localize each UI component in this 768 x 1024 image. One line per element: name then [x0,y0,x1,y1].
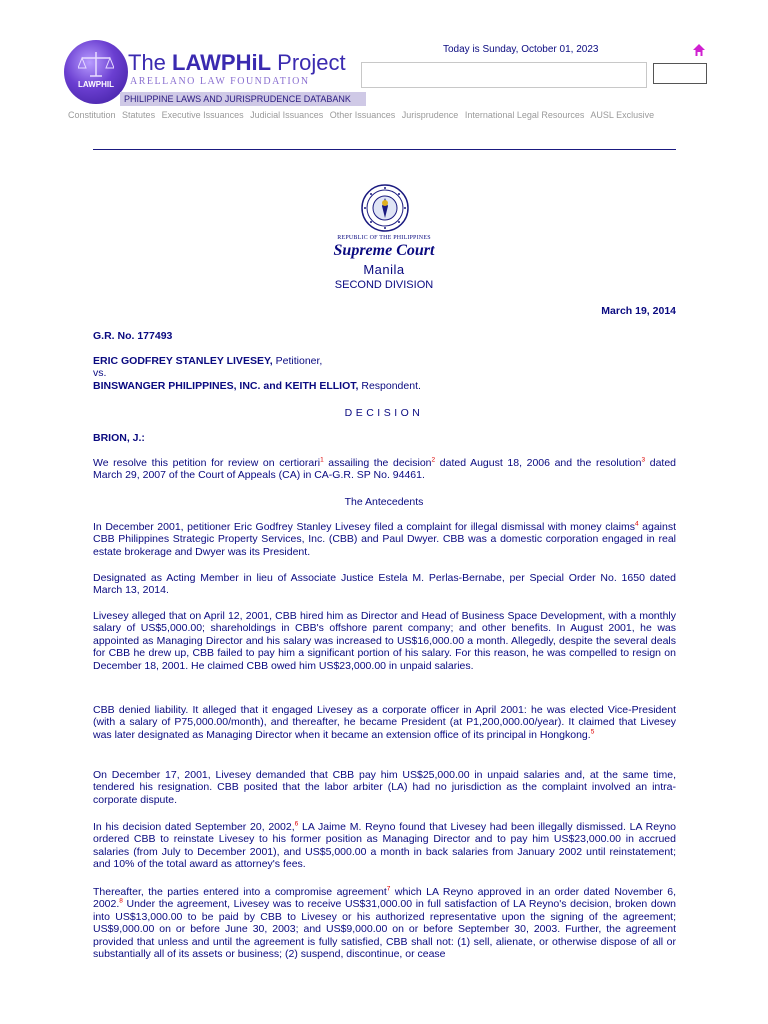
paragraph-4: Livesey alleged that on April 12, 2001, CBB hired him as Director and Head of Business Space Development, with a monthly salary of US$5,000.00; shareholdings in CBB's offshore parent company; and other benefits. In August 2001, he was appointed as Managing Director and his salary was increased to US$16,000.00 a month. Allegedly, despite the several deals for CBB he drew up, CBB failed to pay him a significant portion of his salary. For this reason, he was compelled to resign on December 18, 2001. He claimed CBB owed him US$23,000.00 in unpaid salaries. [93,610,676,672]
logo-databank: PHILIPPINE LAWS AND JURISPRUDENCE DATABANK [120,92,366,106]
nav-international-legal-resources[interactable]: International Legal Resources [464,110,585,120]
ponente: BRION, J.: [93,432,145,444]
footnote-link-8[interactable]: 8 [119,897,123,905]
main-nav [68,110,658,120]
nav-other-issuances[interactable]: Other Issuances [329,110,396,120]
republic-label: REPUBLIC OF THE PHILIPPINES [337,235,431,241]
court-city: Manila [363,262,405,277]
respondent-name: BINSWANGER PHILIPPINES, INC. and KEITH ELLIOT, [93,379,359,392]
scales-icon [78,50,114,80]
petitioner-name: ERIC GODFREY STANLEY LIVESEY, [93,355,273,367]
nav-statutes[interactable]: Statutes [122,110,156,120]
logo-title: The LAWPHiL Project [128,50,346,75]
footnote-link-5[interactable]: 5 [590,728,595,736]
paragraph-6: On December 17, 2001, Livesey demanded that CBB pay him US$25,000.00 in unpaid salaries and, at the same time, tendered his resignation. CBB posited that the labor arbiter (LA) had no jurisdiction as the complaint involved an intra-corporate dispute. [93,769,676,806]
search-button[interactable] [653,63,707,84]
paragraph-2: In December 2001, petitioner Eric Godfrey Stanley Livesey filed a complaint for illegal dismissal with money claims$^4$ against CBB Philippines Strategic Property Services, Inc. (CBB) and Paul Dwyer. CBB was a domestic corporation engaged in real estate brokerage and Dwyer was its President. [93,520,676,558]
nav-executive-issuances[interactable]: Executive Issuances [161,110,244,120]
case-parties [93,355,676,392]
nav-ausl-exclusive[interactable]: AUSL Exclusive [590,110,655,120]
paragraph-1: We resolve this petition for review on certiorari$^1$ assailing the decision$^2$ dated August 18, 2006 and the resolution$^3$ dated March 29, 2007 of the Court of Appeals (CA) in CA-G.R. SP No. 94461. [93,456,677,482]
header-divider [93,149,676,150]
decision-heading: DECISION [344,407,424,419]
nav-jurisprudence[interactable]: Jurisprudence [401,110,459,120]
footnote-link-2[interactable]: 2 [431,456,436,464]
search-input[interactable] [361,62,647,88]
nav-judicial-issuances[interactable]: Judicial Issuances [250,110,324,120]
paragraph-7: In his decision dated September 20, 2002,$^6$ LA Jaime M. Reyno found that Livesey had been illegally dismissed. LA Reyno ordered CBB to reinstate Livesey to his former position as Managing Director and to pay him US$23,000.00 in accrued salaries (from July to December 2001), and US$5,000.00 a month in back salaries from January 2002 until reinstatement; and 10% of the total award as attorney's fees. [93,820,676,871]
paragraph-5: CBB denied liability. It alleged that it engaged Livesey as a corporate officer in April 2001: he was elected Vice-President (with a salary of P75,000.00/month), and thereafter, he became President (at P1,200,000.00/year). It claimed that Livesey was later designated as Managing Director when it became an extension office of its principal in Hongkong.$^5$ [93,704,676,741]
petitioner-role: Petitioner, [272,355,323,367]
footnote-link-1[interactable]: 1 [320,456,324,464]
nav-constitution[interactable]: Constitution [68,110,116,120]
paragraph-8: Thereafter, the parties entered into a compromise agreement$^7$ which LA Reyno approved in an order dated November 6, 2002.$^8$ Under the agreement, Livesey was to receive US$31,000.00 in full satisfaction of LA Reyno's decision, broken down into US$13,000.00 to be paid by CBB to Livesey or his authorized representative upon the signing of the agreement; US$9,000.00 on or before June 30, 2003; and US$9,000.00 on or before September 30, 2003. Further, the agreement provided that unless and until the agreement is fully satisfied, CBB shall not: (1) sell, alienate, or otherwise dispose of all or substantially all of its assets or business; (2) suspend, discontinue, or cease [93,885,676,961]
footnote-link-4[interactable]: 4 [634,520,639,528]
supreme-court-seal-icon [361,184,409,232]
logo-badge: LAWPHIL [78,80,114,89]
decision-date: March 19, 2014 [601,305,676,317]
court-name: Supreme Court [333,242,435,259]
logo-emblem [64,40,128,104]
logo-foundation: ARELLANO LAW FOUNDATION [130,76,310,87]
respondent-role: Respondent. [358,379,421,392]
paragraph-3: Designated as Acting Member in lieu of Associate Justice Estela M. Perlas-Bernabe, per Special Order No. 1650 dated March 13, 2014. [93,572,676,597]
versus-label: vs. [93,367,107,380]
footnote-link-7[interactable]: 7 [386,885,391,893]
gr-number: G.R. No. 177493 [93,330,173,342]
antecedents-heading: The Antecedents [344,496,424,508]
home-icon[interactable] [692,43,706,57]
today-date: Today is Sunday, October 01, 2023 [443,44,599,55]
footnote-link-3[interactable]: 3 [641,456,646,464]
court-division: SECOND DIVISION [334,279,434,291]
lawphil-logo[interactable] [64,40,364,108]
footnote-link-6[interactable]: 6 [294,820,299,828]
